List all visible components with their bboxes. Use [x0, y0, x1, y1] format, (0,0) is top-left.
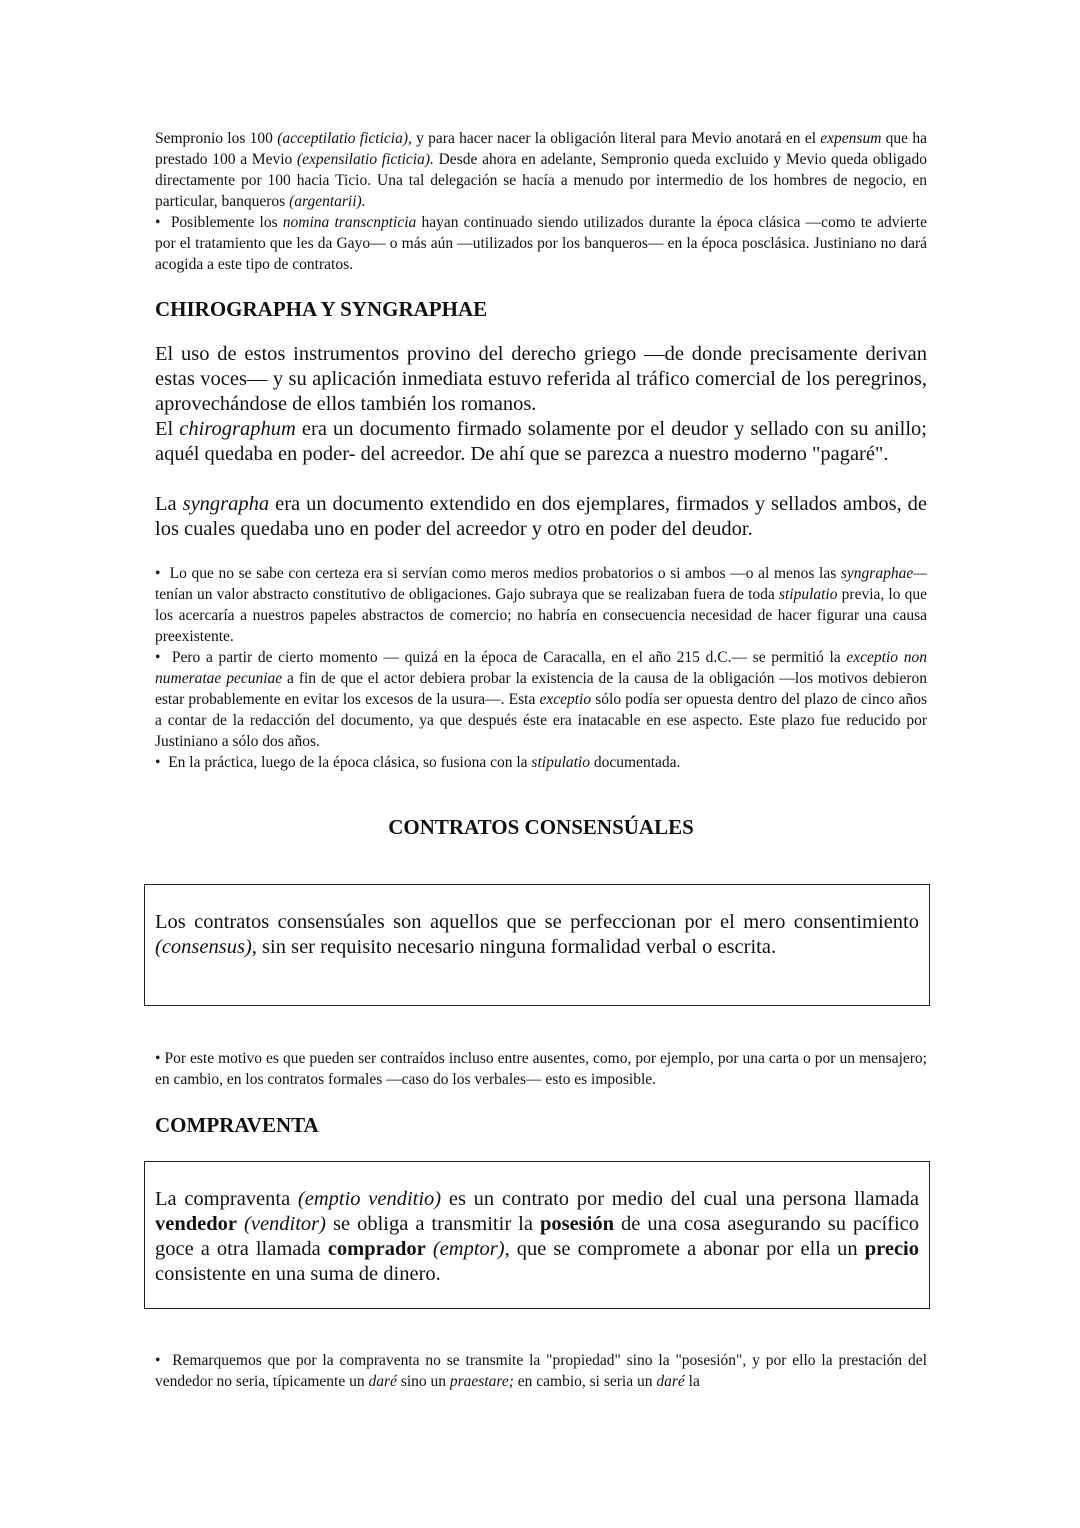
- section-heading-chirographa: CHIROGRAPHA Y SYNGRAPHAE: [155, 297, 488, 321]
- chirographa-bullet-1: [155, 563, 927, 647]
- text-run: Por este motivo es que pueden ser contraídos incluso entre ausentes, como, por ejemplo, por una carta o por un mensajero; en cambio, en los contratos formales —caso do los verbales— esto es imposible.: [155, 1050, 927, 1088]
- chirographa-bullet-3: [155, 752, 927, 773]
- text-run: (consensus),: [155, 936, 257, 958]
- text-run: En la práctica, luego de la época clásica, so fusiona con la: [168, 754, 532, 771]
- text-run: es un contrato por medio del cual una persona llamada: [441, 1188, 920, 1210]
- text-run: Sempronio los 100: [155, 130, 278, 147]
- text-run: daré: [368, 1373, 397, 1390]
- text-run: la: [684, 1373, 700, 1390]
- text-run: (expensilatio ficticia).: [297, 151, 434, 168]
- text-run: Posiblemente los: [170, 214, 283, 231]
- text-run: Pero a partir de cierto momento — quizá en la época de Caracalla, en el año 215 d.C.— se permitió la: [171, 649, 847, 666]
- text-run: sino un: [396, 1373, 450, 1390]
- text-run: expensum: [820, 130, 882, 147]
- text-run: [237, 1213, 244, 1235]
- text-run: de una cosa asegurando su pacífico goce a otra llamada: [155, 1213, 920, 1260]
- consensuales-bullet: • Por este motivo es que pueden ser contraídos incluso entre ausentes, como, por ejemplo, por una carta o por un mensajero; en cambio, en los contratos formales —caso do los verbales— esto es imposible.: [155, 1050, 927, 1088]
- text-run: que ha prestado 100 a Mevio: [155, 130, 927, 168]
- intro-paragraph: [155, 128, 927, 212]
- text-run: Los contratos consensúales son aquellos que se perfeccionan por el mero consentimiento: [155, 911, 919, 933]
- text-run: El: [155, 418, 180, 440]
- chirographa-bullet-2: [155, 647, 927, 752]
- text-run: tenían un valor abstracto constitutivo de obligaciones. Gajo subraya que se realizaban fuera de toda: [155, 586, 779, 603]
- text-run: (emptio venditio): [297, 1188, 442, 1210]
- text-run: documentada.: [590, 754, 681, 771]
- text-run: El uso de estos instrumentos provino del derecho griego —de donde precisamente derivan estas voces— y su aplicación inmediata estuvo referida al tráfico comercial de los peregrinos, aprovechándose de ellos también los romanos.: [155, 343, 927, 415]
- text-run: sin ser requisito necesario ninguna formalidad verbal o escrita.: [256, 936, 777, 958]
- text-run: nomina transcnpticia: [282, 214, 417, 231]
- intro-bullet: [155, 212, 927, 275]
- compraventa-bullet: [155, 1350, 927, 1392]
- text-run: vendedor: [155, 1213, 237, 1235]
- section-heading-consensuales: CONTRATOS CONSENSÚALES: [388, 815, 694, 839]
- text-run: se obliga a transmitir la: [326, 1213, 540, 1235]
- text-run: hayan continuado siendo utilizados durante la época clásica —como te advierte por el tratamiento que les da Gayo— o más aún —utilizados por los banqueros— en la época posclásica. Justiniano no dará acogida a este tipo de contratos.: [155, 214, 927, 273]
- text-run: La compraventa: [155, 1188, 298, 1210]
- text-run: Lo que no se sabe con certeza era si servían como meros medios probatorios o si ambos —o al menos las: [169, 565, 841, 582]
- text-run: (emptor),: [432, 1238, 510, 1260]
- text-run: [426, 1238, 433, 1260]
- chirographa-paragraph-1: [155, 342, 927, 417]
- chirographa-paragraph-3: [155, 492, 927, 542]
- section-heading-compraventa: COMPRAVENTA: [155, 1113, 319, 1137]
- text-run: (argentarii).: [289, 193, 366, 210]
- text-run: a fin de que el actor debiera probar la existencia de la causa de la obligación —los motivos debieron estar probablemente en evitar los excesos de la usura—. Esta: [155, 670, 927, 708]
- text-run: Remarquemos que por la compraventa no se transmite la "propiedad" sino la "posesión", y por ello la prestación del vendedor no seria, típicamente un: [155, 1352, 927, 1390]
- text-run: syngrapha: [182, 493, 270, 515]
- text-run: previa, lo que los acercaría a nuestros papeles abstractos de comercio; no habría en consecuencia necesidad de hacer figurar una causa preexistente.: [155, 586, 927, 645]
- text-run: syngraphae—: [840, 565, 927, 582]
- text-run: exceptio non numeratae pecuniae: [155, 649, 927, 687]
- text-run: en cambio, si seria un: [513, 1373, 657, 1390]
- text-run: comprador: [327, 1238, 426, 1260]
- text-run: era un documento firmado solamente por el deudor y sellado con su anillo; aquél quedaba en poder- del acreedor. De ahí que se parezca a nuestro moderno "pagaré".: [155, 418, 927, 465]
- text-run: sólo podía ser opuesta dentro del plazo de cinco años a contar de la redacción del documento, ya que después éste era inatacable en ese aspecto. Este plazo fue reducido por Justiniano a sólo dos años.: [155, 691, 927, 750]
- text-run: stipulatio: [778, 586, 838, 603]
- text-run: stipulatio: [531, 754, 590, 771]
- chirographa-paragraph-2: [155, 417, 927, 467]
- definition-box-consensuales: [144, 884, 930, 1006]
- text-run: praestare;: [449, 1373, 514, 1390]
- text-run: (venditor): [244, 1213, 326, 1235]
- text-run: que se compromete a abonar por ella un: [509, 1238, 865, 1260]
- text-run: chirographum: [179, 418, 296, 440]
- definition-text-compraventa: [155, 1187, 919, 1287]
- text-run: y para hacer nacer la obligación literal para Mevio anotará en el: [411, 130, 821, 147]
- definition-text-consensuales: [155, 910, 919, 960]
- text-run: posesión: [539, 1213, 615, 1235]
- text-run: (acceptilatio ficticia),: [277, 130, 412, 147]
- text-run: exceptio: [539, 691, 592, 708]
- text-run: La: [155, 493, 183, 515]
- definition-box-compraventa: [144, 1161, 930, 1309]
- text-run: era un documento extendido en dos ejemplares, firmados y sellados ambos, de los cuales quedaba uno en poder del acreedor y otro en poder del deudor.: [155, 493, 928, 540]
- text-run: Desde ahora en adelante, Sempronio queda excluido y Mevio queda obligado directamente por 100 hacia Ticio. Una tal delegación se hacía a menudo por intermedio de los hombres de negocio, en particular, banqueros: [155, 151, 928, 210]
- text-run: daré: [656, 1373, 685, 1390]
- text-run: precio: [864, 1238, 920, 1260]
- text-run: consistente en una suma de dinero.: [155, 1263, 441, 1285]
